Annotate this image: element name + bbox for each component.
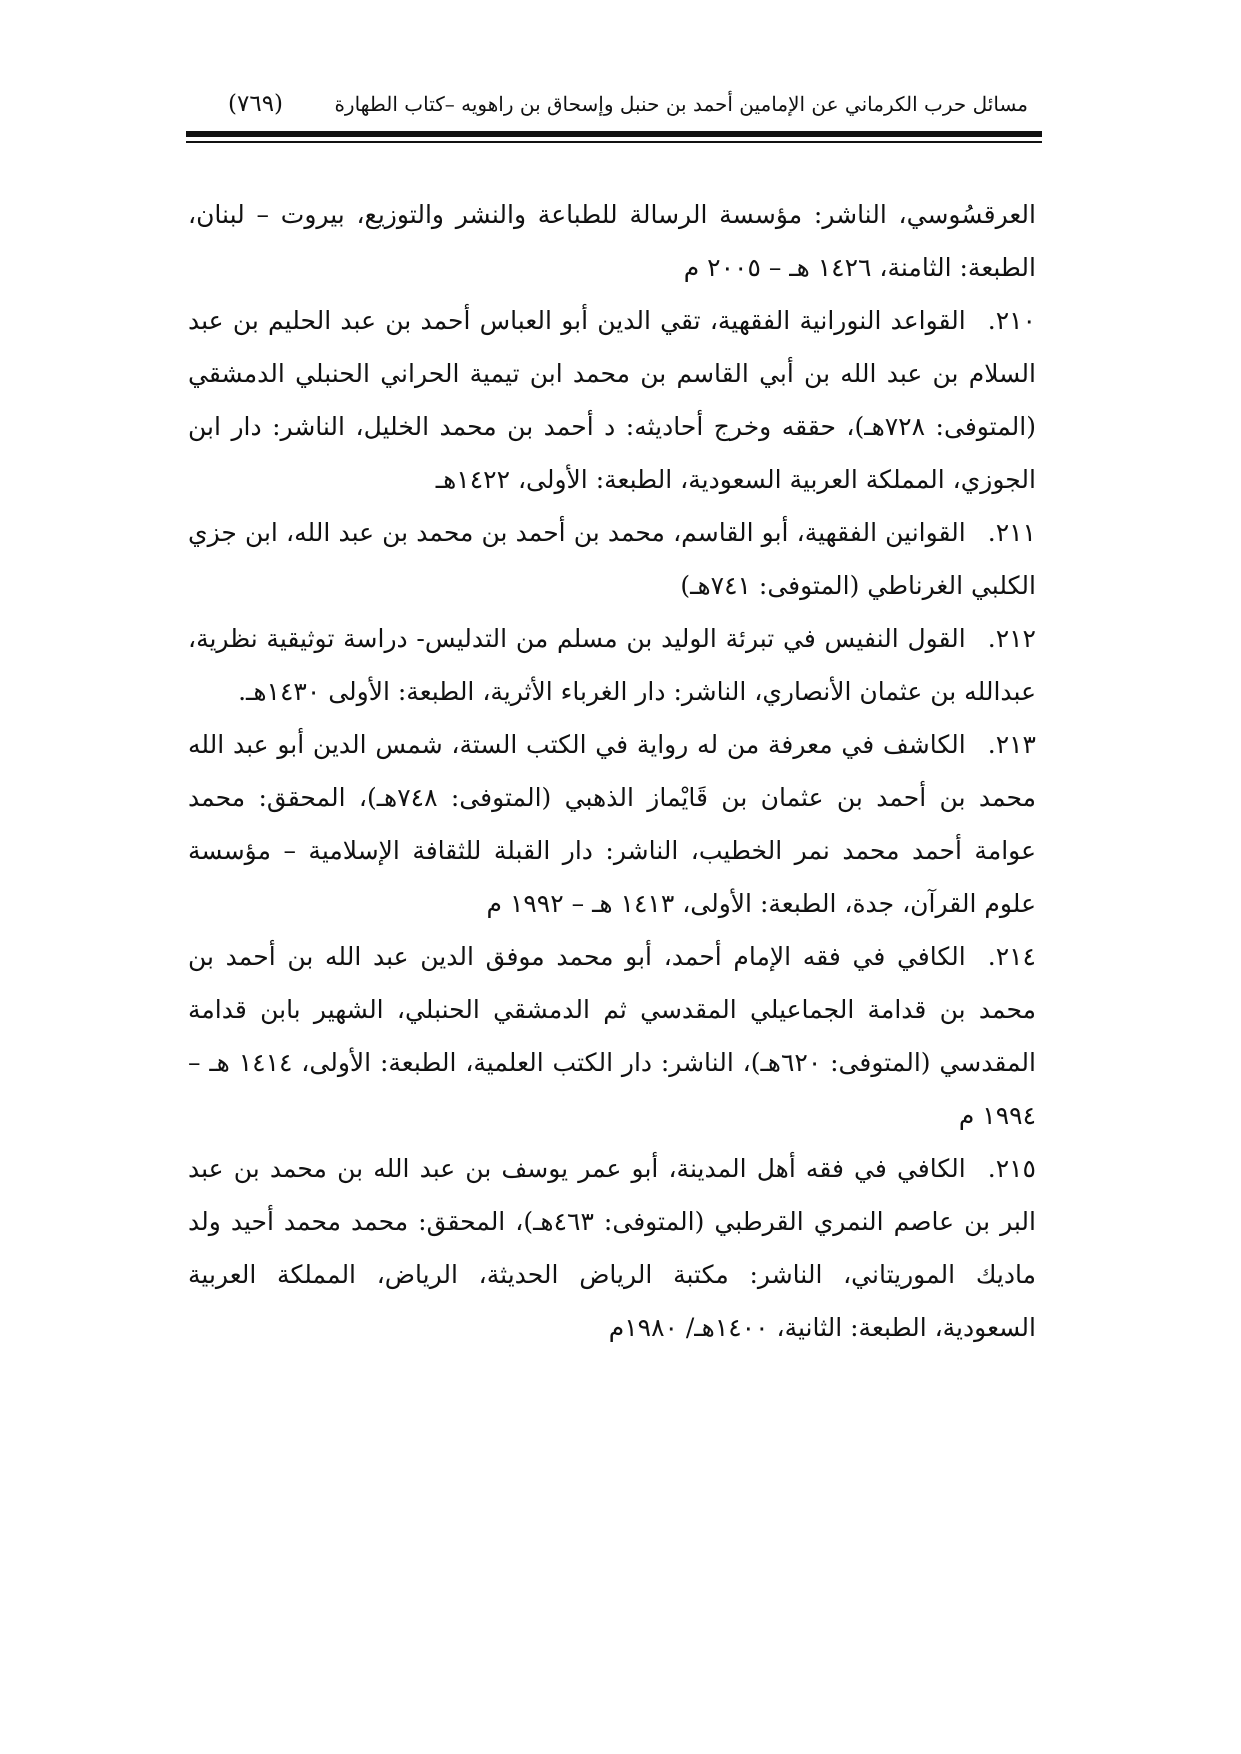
bibliography-entry — [188, 718, 1036, 930]
bibliography-entry — [188, 294, 1036, 506]
entry-text: القواعد النورانية الفقهية، تقي الدين أبو العباس أحمد بن عبد الحليم بن عبد السلام بن عبد الله بن أبي القاسم بن محمد ابن تيمية الحراني الحنبلي الدمشقي (المتوفى: ٧٢٨هـ)، حققه وخرج أحاديثه: د أحمد بن محمد الخليل، الناشر: دار ابن الجوزي، المملكة العربية السعودية، الطبعة: الأولى، ١٤٢٢هـ — [188, 306, 1036, 494]
continuation-text: العرقسُوسي، الناشر: مؤسسة الرسالة للطباعة والنشر والتوزيع، بيروت – لبنان، الطبعة: الثامنة، ١٤٢٦ هـ – ٢٠٠٥ م — [188, 200, 1036, 282]
entry-number: ٢١٢. — [987, 624, 1036, 653]
entry-number: ٢١٠. — [987, 306, 1036, 335]
entry-text: الكافي في فقه أهل المدينة، أبو عمر يوسف بن عبد الله بن محمد بن عبد البر بن عاصم النمري القرطبي (المتوفى: ٤٦٣هـ)، المحقق: محمد محمد أحيد ولد ماديك الموريتاني، الناشر: مكتبة الرياض الحديثة، الرياض، المملكة العربية السعودية، الطبعة: الثانية، ١٤٠٠هـ/ ١٩٨٠م — [188, 1154, 1036, 1342]
page-number: (٧٦٩) — [228, 91, 284, 117]
bibliography-list — [188, 188, 1036, 1354]
entry-text: القوانين الفقهية، أبو القاسم، محمد بن أحمد بن محمد بن عبد الله، ابن جزي الكلبي الغرناطي (المتوفى: ٧٤١هـ) — [188, 518, 1036, 600]
entry-text: الكاشف في معرفة من له رواية في الكتب الستة، شمس الدين أبو عبد الله محمد بن أحمد بن عثمان بن قَايْماز الذهبي (المتوفى: ٧٤٨هـ)، المحقق: محمد عوامة أحمد محمد نمر الخطيب، الناشر: دار القبلة للثقافة الإسلامية – مؤسسة علوم القرآن، جدة، الطبعة: الأولى، ١٤١٣ هـ – ١٩٩٢ م — [188, 730, 1036, 918]
entry-number: ٢١٥. — [987, 1154, 1036, 1183]
bibliography-entry — [188, 1142, 1036, 1354]
bibliography-entry — [188, 506, 1036, 612]
entry-number: ٢١٣. — [987, 730, 1036, 759]
entry-text: الكافي في فقه الإمام أحمد، أبو محمد موفق الدين عبد الله بن أحمد بن محمد بن قدامة الجماعيلي المقدسي ثم الدمشقي الحنبلي، الشهير بابن قدامة المقدسي (المتوفى: ٦٢٠هـ)، الناشر: دار الكتب العلمية، الطبعة: الأولى، ١٤١٤ هـ – ١٩٩٤ م — [188, 942, 1036, 1130]
header-title: مسائل حرب الكرماني عن الإمامين أحمد بن حنبل وإسحاق بن راهويه –كتاب الطهارة — [334, 92, 1028, 116]
header-rule-thick — [186, 131, 1042, 137]
bibliography-entry — [188, 930, 1036, 1142]
header-rule-thin — [186, 141, 1042, 143]
running-header — [228, 84, 1028, 124]
entry-number: ٢١١. — [987, 518, 1036, 547]
entry-text: القول النفيس في تبرئة الوليد بن مسلم من التدليس- دراسة توثيقية نظرية، عبدالله بن عثمان الأنصاري، الناشر: دار الغرباء الأثرية، الطبعة: الأولى ١٤٣٠هـ. — [188, 624, 1036, 706]
entry-number: ٢١٤. — [987, 942, 1036, 971]
bibliography-entry — [188, 612, 1036, 718]
